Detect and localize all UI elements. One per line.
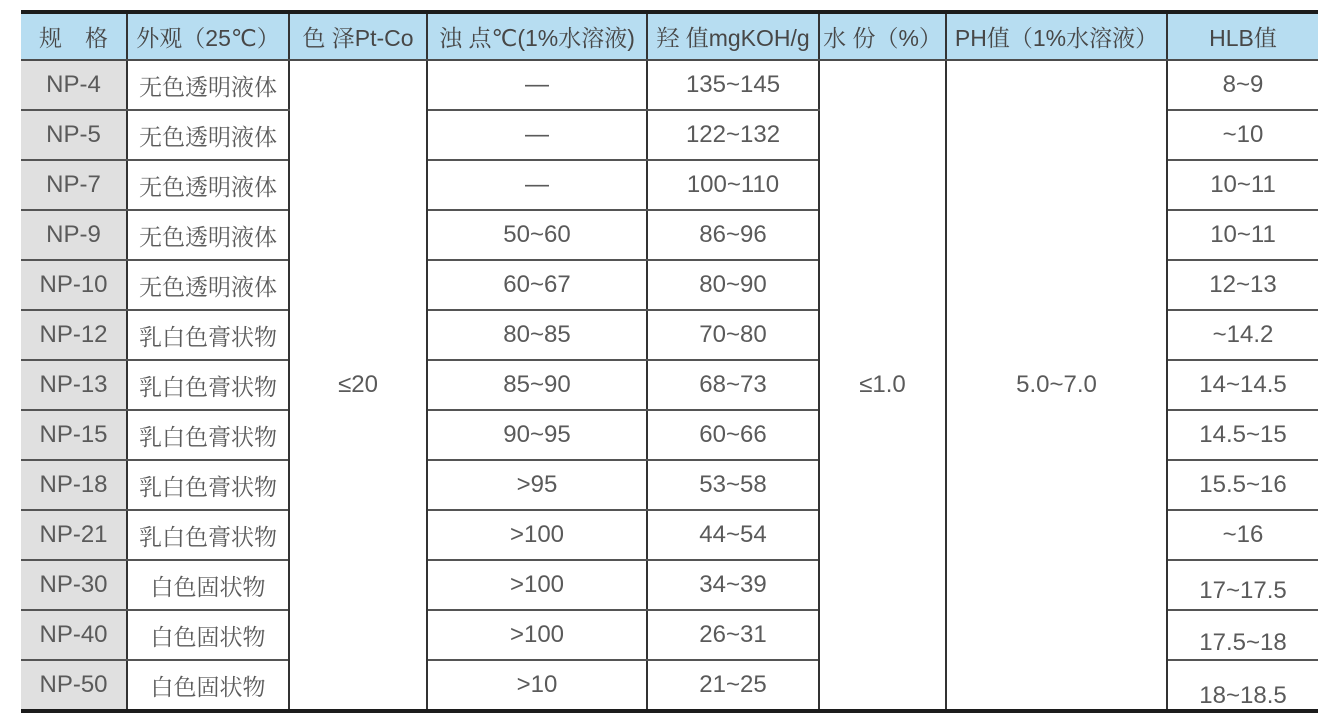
- cell-cloud-point: >100: [427, 510, 647, 560]
- product-spec-table-wrap: [21, 10, 1318, 709]
- cell-appearance: 乳白色膏状物: [127, 510, 289, 560]
- col-header-hydroxyl: 羟 值mgKOH/g: [647, 12, 819, 60]
- cell-hydroxyl: 70~80: [647, 310, 819, 360]
- cell-spec: NP-9: [21, 210, 127, 260]
- cell-hydroxyl: 80~90: [647, 260, 819, 310]
- cell-hydroxyl: 135~145: [647, 60, 819, 110]
- cell-cloud-point: >100: [427, 610, 647, 660]
- cell-hydroxyl: 53~58: [647, 460, 819, 510]
- cell-hlb: 15.5~16: [1167, 460, 1318, 510]
- cell-cloud-point: 85~90: [427, 360, 647, 410]
- cell-appearance: 无色透明液体: [127, 260, 289, 310]
- cell-hlb: [1167, 660, 1318, 711]
- cell-spec: NP-4: [21, 60, 127, 110]
- cell-appearance: 乳白色膏状物: [127, 360, 289, 410]
- cell-cloud-point: >95: [427, 460, 647, 510]
- cell-spec: NP-13: [21, 360, 127, 410]
- cell-water-merged: ≤1.0: [819, 60, 946, 711]
- col-header-spec: 规 格: [21, 12, 127, 60]
- cell-appearance: 无色透明液体: [127, 110, 289, 160]
- col-header-water: 水 份（%）: [819, 12, 946, 60]
- table-row-np4: [21, 60, 1318, 110]
- cell-color-merged: ≤20: [289, 60, 427, 711]
- cell-cloud-point: 80~85: [427, 310, 647, 360]
- cell-appearance: 乳白色膏状物: [127, 460, 289, 510]
- cell-spec: NP-15: [21, 410, 127, 460]
- cell-hydroxyl: 68~73: [647, 360, 819, 410]
- cell-hydroxyl: 21~25: [647, 660, 819, 711]
- cell-hlb: ~16: [1167, 510, 1318, 560]
- cell-spec: NP-21: [21, 510, 127, 560]
- cell-hlb: 12~13: [1167, 260, 1318, 310]
- cell-cloud-point: 60~67: [427, 260, 647, 310]
- hlb-value: 17.5~18: [1199, 629, 1287, 656]
- cell-spec: NP-50: [21, 660, 127, 711]
- cell-hydroxyl: 60~66: [647, 410, 819, 460]
- hlb-value: 17~17.5: [1199, 577, 1287, 604]
- cell-spec: NP-10: [21, 260, 127, 310]
- col-header-color: 色 泽Pt-Co: [289, 12, 427, 60]
- cell-appearance: 白色固状物: [127, 560, 289, 610]
- col-header-hlb: HLB值: [1167, 12, 1318, 60]
- cell-appearance: 白色固状物: [127, 660, 289, 711]
- cell-appearance: 无色透明液体: [127, 210, 289, 260]
- cell-spec: NP-7: [21, 160, 127, 210]
- cell-spec: NP-30: [21, 560, 127, 610]
- cell-appearance: 无色透明液体: [127, 160, 289, 210]
- cell-cloud-point: 90~95: [427, 410, 647, 460]
- cell-spec: NP-18: [21, 460, 127, 510]
- cell-hlb: 14.5~15: [1167, 410, 1318, 460]
- cell-cloud-point: 50~60: [427, 210, 647, 260]
- cell-appearance: 乳白色膏状物: [127, 310, 289, 360]
- cell-cloud-point: —: [427, 110, 647, 160]
- cell-hlb: [1167, 610, 1318, 660]
- cell-spec: NP-5: [21, 110, 127, 160]
- header-row: [21, 12, 1318, 60]
- cell-cloud-point: >100: [427, 560, 647, 610]
- cell-hlb: [1167, 560, 1318, 610]
- cell-ph-merged: 5.0~7.0: [946, 60, 1167, 711]
- cell-appearance: 白色固状物: [127, 610, 289, 660]
- cell-spec: NP-12: [21, 310, 127, 360]
- cell-hydroxyl: 34~39: [647, 560, 819, 610]
- cell-hydroxyl: 44~54: [647, 510, 819, 560]
- hlb-value: 18~18.5: [1199, 682, 1287, 709]
- cell-hlb: 14~14.5: [1167, 360, 1318, 410]
- cell-cloud-point: —: [427, 160, 647, 210]
- cell-hydroxyl: 100~110: [647, 160, 819, 210]
- cell-hlb: 8~9: [1167, 60, 1318, 110]
- cell-appearance: 无色透明液体: [127, 60, 289, 110]
- cell-cloud-point: >10: [427, 660, 647, 711]
- np-surfactant-spec-table: [21, 10, 1318, 713]
- col-header-appearance: 外观（25℃）: [127, 12, 289, 60]
- col-header-cloud-point: 浊 点℃(1%水溶液): [427, 12, 647, 60]
- cell-cloud-point: —: [427, 60, 647, 110]
- cell-hlb: 10~11: [1167, 210, 1318, 260]
- cell-hlb: 10~11: [1167, 160, 1318, 210]
- col-header-ph: PH值（1%水溶液）: [946, 12, 1167, 60]
- cell-hydroxyl: 86~96: [647, 210, 819, 260]
- cell-spec: NP-40: [21, 610, 127, 660]
- cell-hydroxyl: 26~31: [647, 610, 819, 660]
- cell-hlb: ~14.2: [1167, 310, 1318, 360]
- cell-hydroxyl: 122~132: [647, 110, 819, 160]
- cell-appearance: 乳白色膏状物: [127, 410, 289, 460]
- cell-hlb: ~10: [1167, 110, 1318, 160]
